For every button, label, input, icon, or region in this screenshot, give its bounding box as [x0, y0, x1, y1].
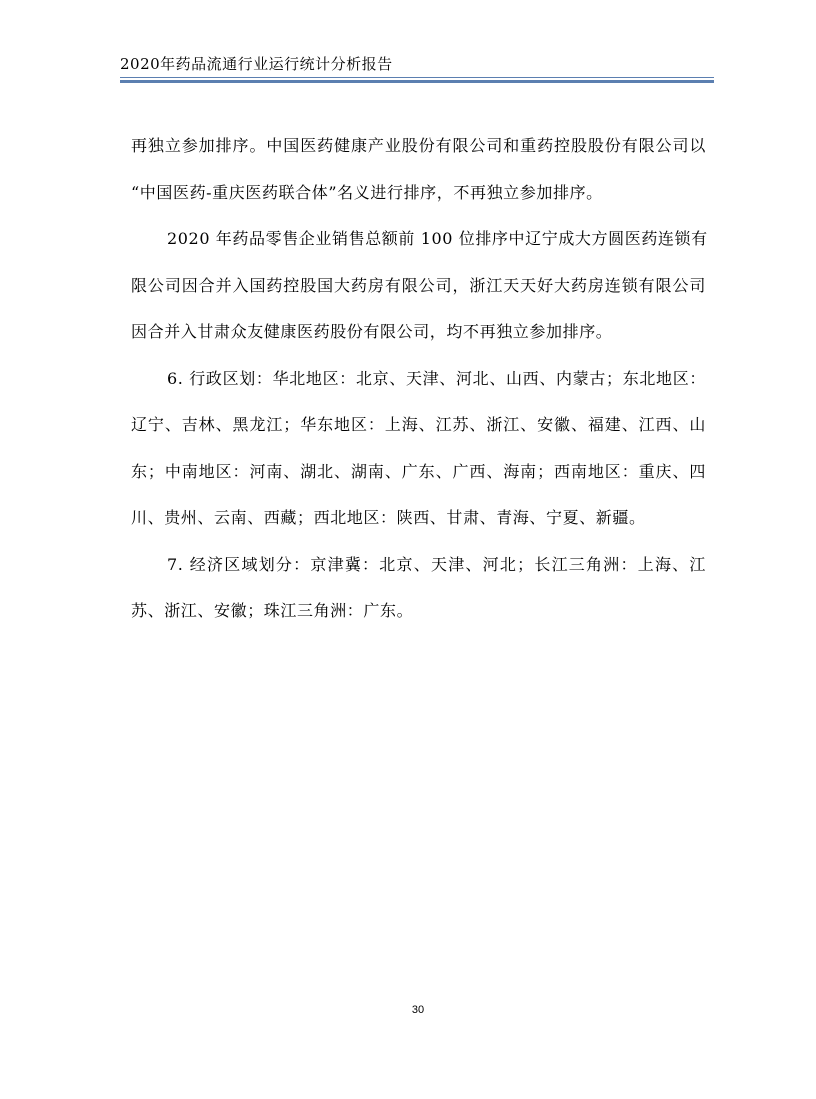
- text-line: 因合并入甘肃众友健康医药股份有限公司，均不再独立参加排序。: [131, 322, 613, 341]
- paragraph-administrative-regions: [131, 356, 706, 542]
- paragraph-ranking-note: [131, 123, 706, 216]
- header-title: 2020年药品流通行业运行统计分析报告: [120, 55, 393, 73]
- text-line: “中国医药-重庆医药联合体”名义进行排序，不再独立参加排序。: [131, 182, 603, 202]
- header-rule-thin: [120, 77, 714, 78]
- paragraph-economic-regions: [131, 542, 706, 635]
- text-line: 再独立参加排序。中国医药健康产业股份有限公司和重药控股股份有限公司以: [131, 136, 706, 155]
- text-line: 辽宁、吉林、黑龙江；华东地区：上海、江苏、浙江、安徽、福建、江西、山: [131, 415, 706, 434]
- page-number: 30: [411, 1004, 425, 1016]
- text-line: 2020 年药品零售企业销售总额前 100 位排序中辽宁成大方圆医药连锁有: [167, 229, 708, 248]
- text-line: 川、贵州、云南、西藏；西北地区：陕西、甘肃、青海、宁夏、新疆。: [131, 508, 646, 527]
- text-line: 东；中南地区：河南、湖北、湖南、广东、广西、海南；西南地区：重庆、四: [131, 461, 706, 481]
- text-line: 限公司因合并入国药控股国大药房有限公司，浙江天天好大药房连锁有限公司: [131, 275, 706, 295]
- text-line: 苏、浙江、安徽；珠江三角洲：广东。: [131, 601, 414, 620]
- document-body: [131, 123, 706, 635]
- text-line: 7. 经济区域划分：京津冀：北京、天津、河北；长江三角洲：上海、江: [167, 554, 706, 574]
- page-header: [120, 54, 714, 83]
- text-line: 6. 行政区划：华北地区：北京、天津、河北、山西、内蒙古；东北地区：: [167, 368, 706, 388]
- paragraph-retail-ranking: [131, 216, 706, 356]
- header-rule-thick: [120, 80, 714, 83]
